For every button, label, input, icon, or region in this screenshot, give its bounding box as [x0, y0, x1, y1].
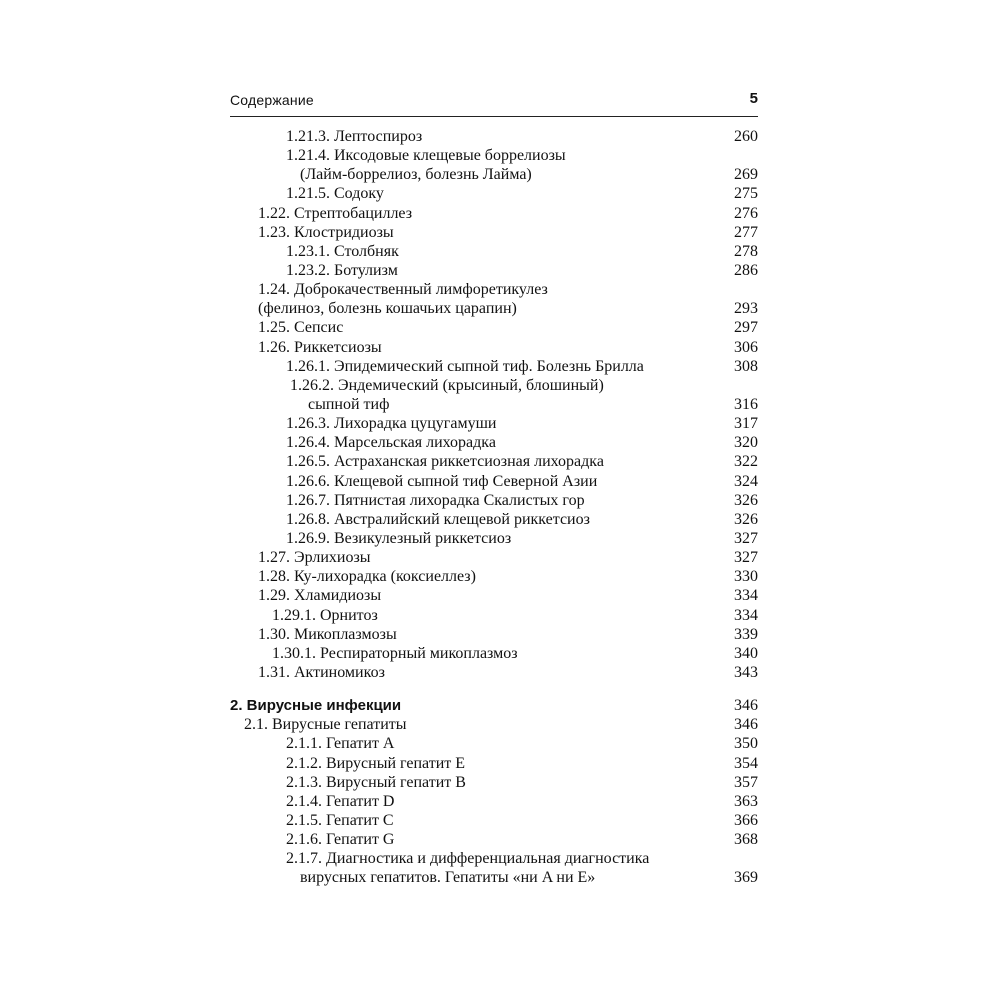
toc-entry-title: 2. Вирусные инфекции [230, 696, 404, 715]
toc-entry[interactable] [230, 548, 758, 567]
toc-entry[interactable] [230, 395, 758, 414]
toc-entry[interactable] [230, 510, 758, 529]
toc-entry[interactable] [230, 299, 758, 318]
toc-entry-page: 316 [731, 395, 758, 414]
toc-entry-title: 2.1. Вирусные гепатиты [244, 715, 410, 734]
toc-entry-page: 327 [731, 548, 758, 567]
toc-entry[interactable] [230, 754, 758, 773]
toc-entry[interactable] [230, 849, 758, 868]
toc-entry-page: 334 [731, 586, 758, 605]
toc-entry-title: (Лайм-боррелиоз, болезнь Лайма) [300, 165, 535, 184]
toc-entry[interactable] [230, 715, 758, 734]
toc-entry[interactable] [230, 127, 758, 146]
toc-entry-page: 330 [731, 567, 758, 586]
toc-entry[interactable] [230, 433, 758, 452]
toc-entry-title: 1.21.4. Иксодовые клещевые боррелиозы [286, 146, 569, 165]
toc-entry-page: 350 [731, 734, 758, 753]
toc-entry-title: 2.1.2. Вирусный гепатит E [286, 754, 468, 773]
toc-entry[interactable] [230, 184, 758, 203]
toc-entry-page: 339 [731, 625, 758, 644]
toc-entry-page: 269 [731, 165, 758, 184]
toc-entry-page: 343 [731, 663, 758, 682]
toc-entry[interactable] [230, 734, 758, 753]
toc-entry[interactable] [230, 223, 758, 242]
section-gap [230, 682, 758, 696]
toc-entry-page: 293 [731, 299, 758, 318]
toc-entry[interactable] [230, 204, 758, 223]
toc-entry[interactable] [230, 491, 758, 510]
toc-entry-title: 1.26.9. Везикулезный риккетсиоз [286, 529, 514, 548]
toc-entry-title: 1.30. Микоплазмозы [258, 625, 400, 644]
toc-entry-title: 2.1.6. Гепатит G [286, 830, 397, 849]
toc-entry-title: 1.26.3. Лихорадка цуцугамуши [286, 414, 499, 433]
toc-entry-title: сыпной тиф [308, 395, 392, 414]
toc-entry[interactable] [230, 644, 758, 663]
toc-entry-title: 1.23. Клостридиозы [258, 223, 397, 242]
toc-entry-page: 346 [731, 715, 758, 734]
toc-entry-title: 1.28. Ку-лихорадка (коксиеллез) [258, 567, 479, 586]
toc-entry-title: (фелиноз, болезнь кошачьих царапин) [258, 299, 520, 318]
toc-entry[interactable] [230, 261, 758, 280]
toc-entry-title: 2.1.1. Гепатит A [286, 734, 397, 753]
toc-entry-page: 277 [731, 223, 758, 242]
toc-entry[interactable] [230, 811, 758, 830]
section-title: Содержание [230, 92, 314, 108]
toc-entry[interactable] [230, 586, 758, 605]
toc-entry-title: 1.31. Актиномикоз [258, 663, 388, 682]
toc-entry-page: 326 [731, 510, 758, 529]
toc-entry[interactable] [230, 357, 758, 376]
toc-entry-title: 1.26.8. Австралийский клещевой риккетсиоз [286, 510, 593, 529]
toc-entry-page: 327 [731, 529, 758, 548]
toc-entry[interactable] [230, 868, 758, 887]
toc-entry-title: 2.1.5. Гепатит C [286, 811, 397, 830]
toc-entry[interactable] [230, 567, 758, 586]
toc-entry[interactable] [230, 472, 758, 491]
toc-entry-title: 1.26.2. Эндемический (крысиный, блошиный) [290, 376, 607, 395]
table-of-contents [230, 127, 758, 887]
toc-entry-title: 1.26.5. Астраханская риккетсиозная лихорадка [286, 452, 607, 471]
toc-entry-page: 276 [731, 204, 758, 223]
toc-entry-title: 1.30.1. Респираторный микоплазмоз [272, 644, 521, 663]
toc-entry-page: 317 [731, 414, 758, 433]
toc-entry[interactable] [230, 376, 758, 395]
toc-entry[interactable] [230, 280, 758, 299]
toc-entry[interactable] [230, 529, 758, 548]
toc-entry-page: 334 [731, 606, 758, 625]
toc-entry-title: 1.27. Эрлихиозы [258, 548, 374, 567]
toc-entry-title: 1.21.5. Содоку [286, 184, 387, 203]
toc-entry[interactable] [230, 606, 758, 625]
toc-entry-title: 1.22. Стрептобациллез [258, 204, 415, 223]
toc-entry[interactable] [230, 663, 758, 682]
toc-entry-title: 1.23.2. Ботулизм [286, 261, 401, 280]
toc-entry-page: 308 [731, 357, 758, 376]
toc-entry-page: 366 [731, 811, 758, 830]
toc-entry-title: 1.26.1. Эпидемический сыпной тиф. Болезнь Брилла [286, 357, 647, 376]
toc-entry-page: 278 [731, 242, 758, 261]
toc-entry-page: 368 [731, 830, 758, 849]
toc-entry-title: 1.23.1. Столбняк [286, 242, 402, 261]
toc-entry[interactable] [230, 146, 758, 165]
toc-entry-page: 275 [731, 184, 758, 203]
toc-entry-title: 1.26.4. Марсельская лихорадка [286, 433, 499, 452]
toc-entry-page: 357 [731, 773, 758, 792]
toc-entry-title: вирусных гепатитов. Гепатиты «ни A ни E» [300, 868, 598, 887]
toc-entry-page: 306 [731, 338, 758, 357]
toc-entry[interactable] [230, 830, 758, 849]
toc-entry-page: 324 [731, 472, 758, 491]
toc-entry-title: 1.25. Сепсис [258, 318, 346, 337]
toc-entry-page: 320 [731, 433, 758, 452]
toc-entry-title: 1.24. Доброкачественный лимфоретикулез [258, 280, 551, 299]
toc-entry-title: 1.26.6. Клещевой сыпной тиф Северной Азии [286, 472, 600, 491]
toc-entry-page: 340 [731, 644, 758, 663]
toc-entry[interactable] [230, 318, 758, 337]
toc-entry[interactable] [230, 338, 758, 357]
toc-entry[interactable] [230, 414, 758, 433]
toc-entry-page: 286 [731, 261, 758, 280]
toc-entry-page: 354 [731, 754, 758, 773]
toc-entry-title: 1.21.3. Лептоспироз [286, 127, 425, 146]
toc-entry-title: 1.29. Хламидиозы [258, 586, 384, 605]
page-number: 5 [749, 90, 758, 107]
toc-entry-title: 1.29.1. Орнитоз [272, 606, 381, 625]
toc-entry[interactable] [230, 696, 758, 715]
toc-entry-title: 2.1.4. Гепатит D [286, 792, 397, 811]
toc-entry-title: 1.26. Риккетсиозы [258, 338, 385, 357]
toc-entry-title: 2.1.7. Диагностика и дифференциальная диагностика [286, 849, 652, 868]
toc-entry-page: 326 [731, 491, 758, 510]
toc-entry-page: 346 [731, 696, 758, 715]
toc-entry-page: 322 [731, 452, 758, 471]
toc-entry-page: 363 [731, 792, 758, 811]
toc-entry-page: 369 [731, 868, 758, 887]
running-header [230, 92, 758, 117]
toc-entry-title: 2.1.3. Вирусный гепатит B [286, 773, 469, 792]
toc-entry-page: 297 [731, 318, 758, 337]
toc-entry-title: 1.26.7. Пятнистая лихорадка Скалистых гор [286, 491, 588, 510]
toc-entry[interactable] [230, 452, 758, 471]
toc-entry[interactable] [230, 792, 758, 811]
toc-entry[interactable] [230, 773, 758, 792]
toc-entry-page: 260 [731, 127, 758, 146]
toc-entry[interactable] [230, 625, 758, 644]
toc-entry[interactable] [230, 242, 758, 261]
toc-entry[interactable] [230, 165, 758, 184]
